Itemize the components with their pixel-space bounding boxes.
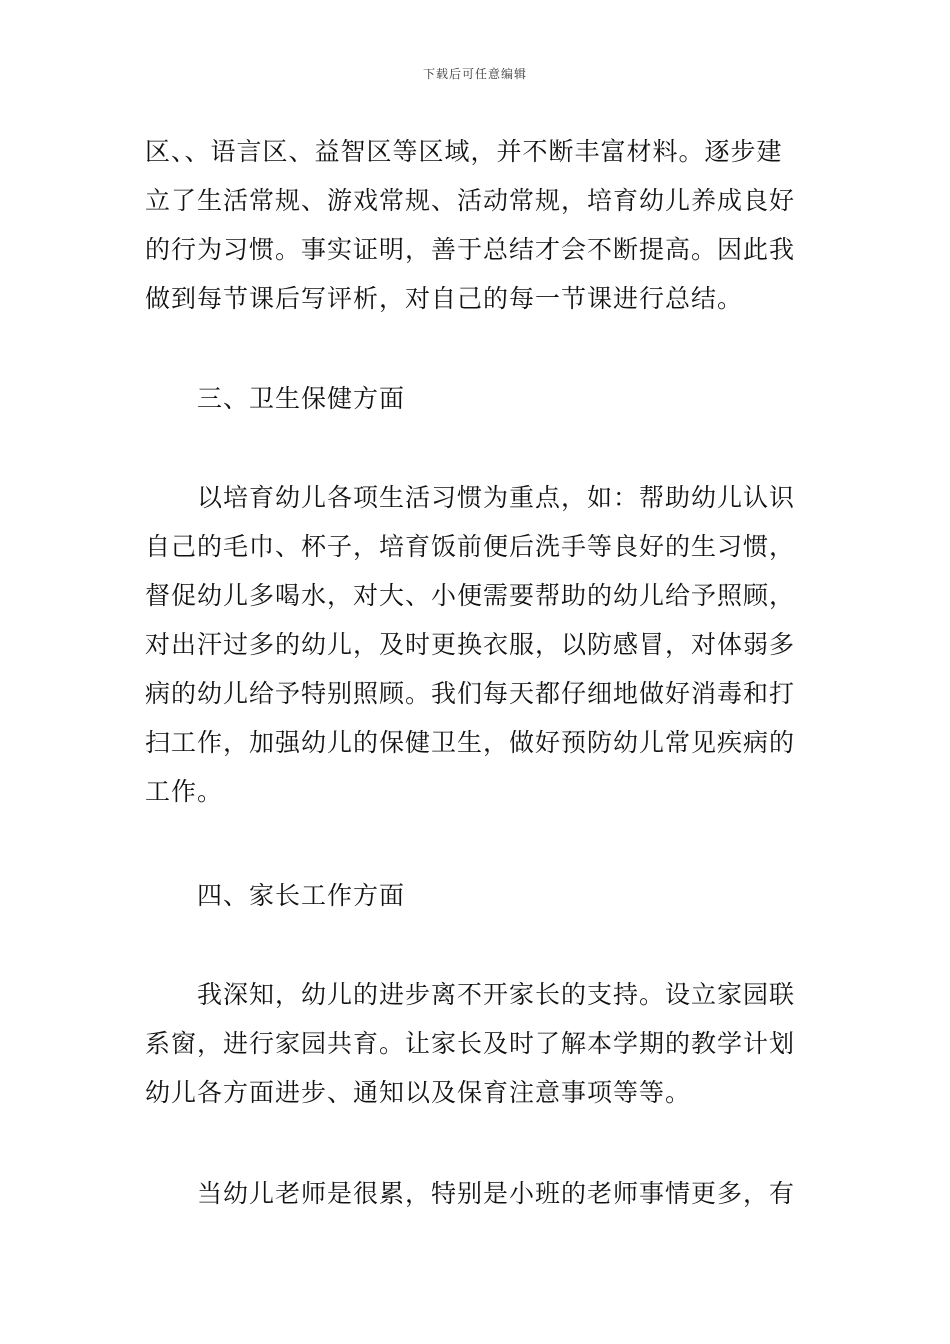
paragraph-2-line-4: 对出汗过多的幼儿，及时更换衣服，以防感冒，对体弱多 [145,630,796,659]
paragraph-1-line-1: 区、、语言区、益智区等区域，并不断丰富材料。逐步建 [145,137,783,166]
section-heading-3 [145,374,807,423]
paragraph-3-line-1: 我深知，幼儿的进步离不开家长的支持。设立家园联 [197,980,796,1009]
paragraph-4-line-1: 当幼儿老师是很累，特别是小班的老师事情更多，有 [197,1179,796,1208]
header-note: 下载后可任意编辑 [422,67,527,81]
paragraph-2-line-7: 工作。 [145,777,224,806]
section-heading-3-text: 三、卫生保健方面 [197,384,406,413]
paragraph-4 [145,1169,807,1218]
section-heading-4 [145,871,807,920]
paragraph-1-line-4: 做到每节课后写评析，对自己的每一节课进行总结。 [145,284,744,313]
paragraph-2-line-1: 以培育幼儿各项生活习惯为重点，如：帮助幼儿认识 [197,483,796,512]
paragraph-2-line-2: 自己的毛巾、杯子，培育饭前便后洗手等良好的生习惯， [145,532,796,561]
paragraph-1-line-2: 立了生活常规、游戏常规、活动常规，培育幼儿养成良好 [145,186,796,215]
paragraph-2-line-3: 督促幼儿多喝水，对大、小便需要帮助的幼儿给予照顾， [145,581,796,610]
paragraph-1 [145,127,807,323]
paragraph-3-line-3: 幼儿各方面进步、通知以及保育注意事项等等。 [145,1078,692,1107]
paragraph-2-line-5: 病的幼儿给予特别照顾。我们每天都仔细地做好消毒和打 [145,679,796,708]
paragraph-3-line-2: 系窗，进行家园共育。让家长及时了解本学期的教学计划 [145,1029,796,1058]
paragraph-2 [145,473,807,816]
paragraph-3 [145,970,807,1117]
paragraph-1-line-3: 的行为习惯。事实证明，善于总结才会不断提高。因此我 [145,235,796,264]
paragraph-2-line-6: 扫工作，加强幼儿的保健卫生，做好预防幼儿常见疾病的 [145,728,796,757]
section-heading-4-text: 四、家长工作方面 [197,881,406,910]
